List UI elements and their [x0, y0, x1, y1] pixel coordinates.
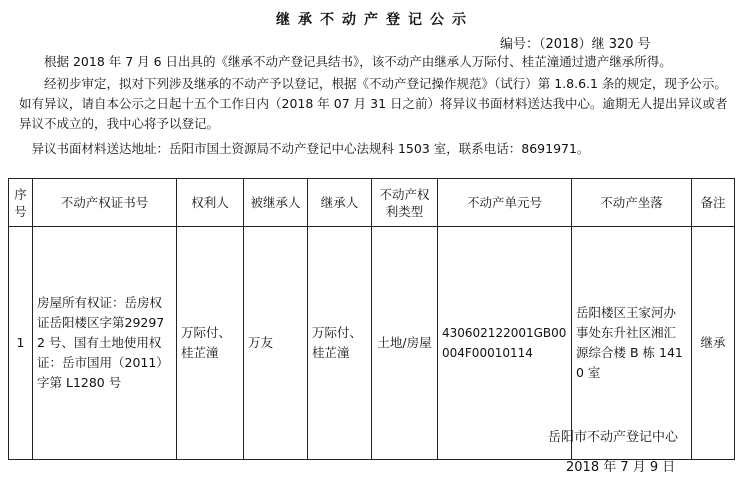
cell-right-type: 土地/房屋	[372, 227, 438, 460]
paragraph-objection-notice: 经初步审定，拟对下列涉及继承的不动产予以登记，根据《不动产登记操作规范》（试行）第 1.8.6.1 条的规定，现予公示。如有异议，请自本公示之日起十五个工作日内（2018 年 07 月 31 日之前）将异议书面材料送达我中心。逾期无人提出异议或者异议不成立的，我中心将予以登记。	[19, 76, 728, 131]
header-location: 不动产坐落	[572, 179, 692, 227]
header-holder: 权利人	[177, 179, 244, 227]
header-note: 备注	[692, 179, 735, 227]
header-heir: 继承人	[308, 179, 372, 227]
table-header-row	[9, 179, 735, 227]
table-row	[9, 227, 735, 460]
header-seq: 序号	[9, 179, 33, 227]
document-number: 编号：（2018）继 320 号	[500, 37, 651, 52]
cell-holder: 万际付、桂芷潼	[177, 227, 244, 460]
cell-decedent: 万友	[244, 227, 308, 460]
cell-location: 岳阳楼区王家河办事处东升社区湘汇源综合楼 B 栋 1410 室	[572, 227, 692, 460]
issuing-organization: 岳阳市不动产登记中心	[548, 430, 679, 445]
paragraph-basis: 根据 2018 年 7 月 6 日出具的《继承不动产登记具结书》，该不动产由继承人万际付、桂芷潼通过遗产继承所得。	[44, 54, 672, 69]
cell-seq: 1	[9, 227, 33, 460]
cell-note: 继承	[692, 227, 735, 460]
cell-unit-no: 430602122001GB00004F00010114	[438, 227, 572, 460]
paragraph-objection-address: 异议书面材料送达地址：岳阳市国土资源局不动产登记中心法规科 1503 室，联系电话：8691971。	[31, 141, 590, 156]
issue-date: 2018 年 7 月 9 日	[566, 460, 676, 475]
header-decedent: 被继承人	[244, 179, 308, 227]
header-unit-no: 不动产单元号	[438, 179, 572, 227]
header-cert: 不动产权证书号	[33, 179, 177, 227]
cell-cert: 房屋所有权证：岳房权证岳阳楼区字第292972 号、国有土地使用权证：岳市国用（2011）字第 L1280 号	[33, 227, 177, 460]
header-right-type: 不动产权利类型	[372, 179, 438, 227]
registration-table	[8, 178, 735, 460]
notice-title: 继承不动产登记公示	[276, 12, 474, 28]
cell-heir: 万际付、桂芷潼	[308, 227, 372, 460]
